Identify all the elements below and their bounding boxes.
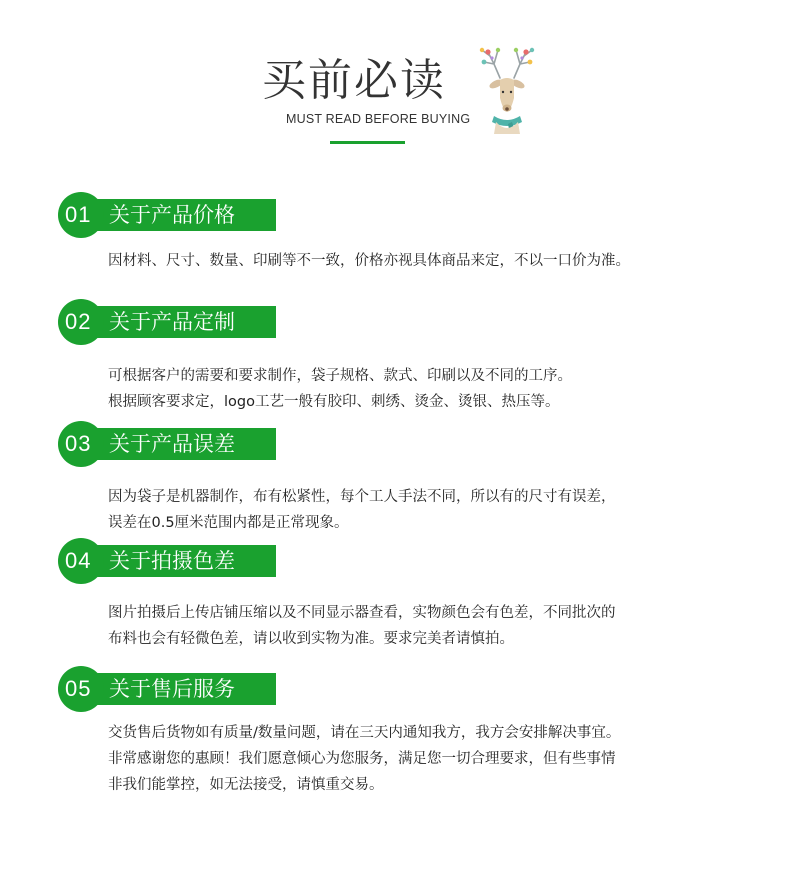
page-header — [0, 0, 790, 160]
body-line: 误差在0.5厘米范围内都是正常现象。 — [108, 515, 349, 531]
section-title: 关于产品误差 — [109, 432, 235, 456]
section-number: 04 — [65, 548, 92, 573]
page-subtitle: MUST READ BEFORE BUYING — [286, 112, 471, 126]
body-line: 因材料、尺寸、数量、印刷等不一致，价格亦视具体商品来定，不以一口价为准。 — [108, 253, 630, 269]
section-number: 05 — [65, 676, 92, 701]
section-body-04 — [108, 600, 616, 652]
title-underline — [330, 141, 405, 144]
body-line: 因为袋子是机器制作，布有松紧性，每个工人手法不同，所以有的尺寸有误差， — [108, 489, 616, 505]
section-title: 关于产品价格 — [109, 203, 235, 227]
body-line: 非常感谢您的惠顾！我们愿意倾心为您服务，满足您一切合理要求，但有些事情 — [108, 751, 616, 767]
deer-with-scarf-icon — [470, 38, 542, 134]
section-body-02 — [108, 363, 572, 415]
section-body-05 — [108, 720, 620, 798]
section-body-03 — [108, 484, 616, 536]
body-line: 非我们能掌控，如无法接受，请慎重交易。 — [108, 777, 384, 793]
section-body-01 — [108, 248, 630, 274]
page-title: 买前必读 — [262, 55, 446, 106]
body-line: 布料也会有轻微色差，请以收到实物为准。要求完美者请慎拍。 — [108, 631, 514, 647]
body-line: 可根据客户的需要和要求制作，袋子规格、款式、印刷以及不同的工序。 — [108, 368, 572, 384]
body-line: 图片拍摄后上传店铺压缩以及不同显示器查看，实物颜色会有色差，不同批次的 — [108, 605, 616, 621]
body-line: 根据顾客要求定，logo工艺一般有胶印、刺绣、烫金、烫银、热压等。 — [108, 394, 560, 410]
section-number: 03 — [65, 431, 92, 456]
section-title: 关于产品定制 — [109, 310, 235, 334]
section-title: 关于售后服务 — [109, 677, 235, 701]
body-line: 交货售后货物如有质量/数量问题，请在三天内通知我方，我方会安排解决事宜。 — [108, 725, 621, 741]
section-title: 关于拍摄色差 — [109, 549, 235, 573]
section-number: 01 — [65, 202, 92, 227]
section-number: 02 — [65, 309, 92, 334]
